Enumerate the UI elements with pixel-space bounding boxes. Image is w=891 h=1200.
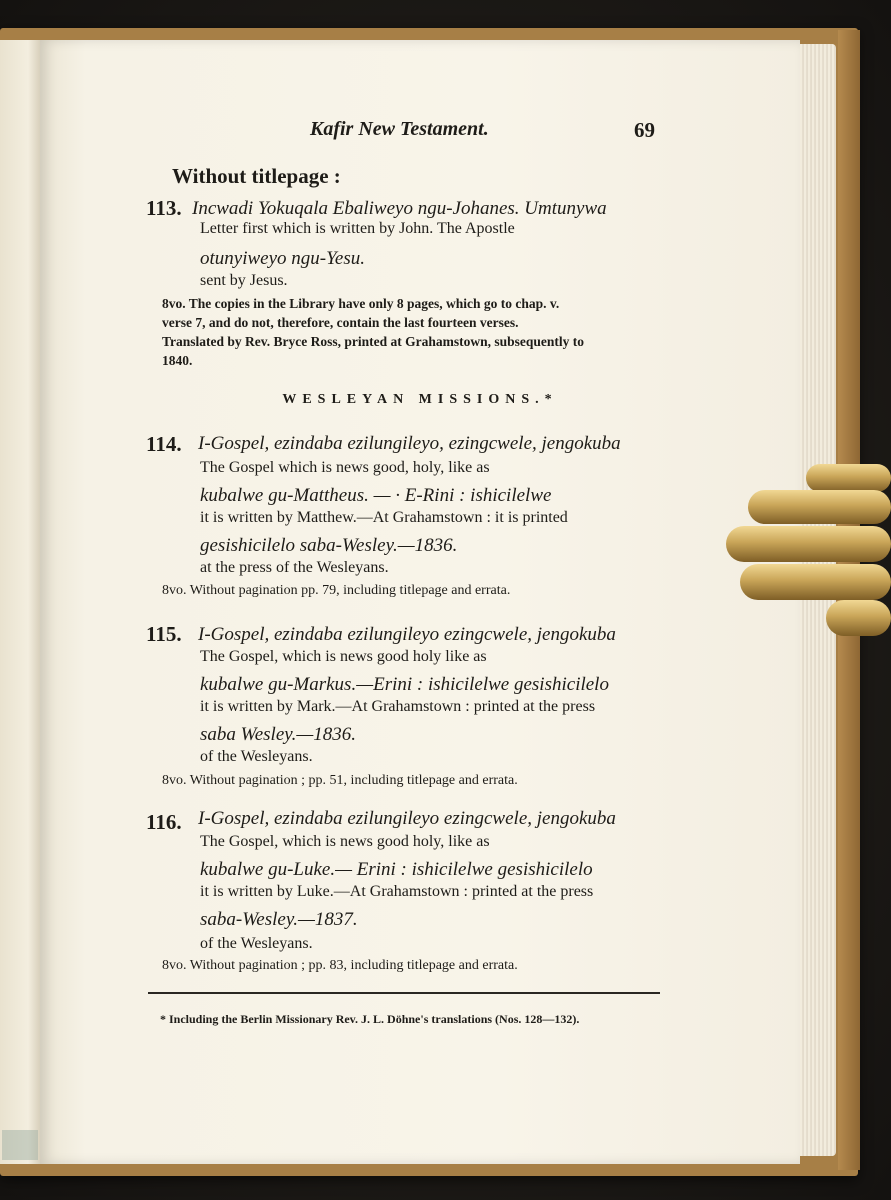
brass-hand-page-holder: [722, 462, 891, 640]
kafir-line: kubalwe gu-Luke.— Erini : ishicilelwe gesishicilelo: [200, 859, 593, 880]
kafir-line: otunyiweyo ngu-Yesu.: [200, 248, 366, 269]
entry-number-116: 116.: [146, 810, 182, 834]
kafir-line: Incwadi Yokuqala Ebaliweyo ngu-Johanes. Umtunywa: [192, 198, 607, 219]
finger-ring: [740, 564, 891, 600]
english-line: The Gospel, which is news good holy, like as: [200, 833, 490, 850]
kafir-line: gesishicilelo saba-Wesley.—1836.: [200, 535, 458, 556]
left-page-stain: [2, 1130, 38, 1160]
entry-number-115: 115.: [146, 622, 182, 646]
english-line: it is written by Matthew.—At Grahamstown : it is printed: [200, 509, 568, 526]
english-line: it is written by Luke.—At Grahamstown : printed at the press: [200, 883, 594, 900]
footnote-rule: [148, 992, 660, 994]
finger-middle: [726, 526, 891, 562]
english-line: it is written by Mark.—At Grahamstown : printed at the press: [200, 698, 596, 715]
note-line: verse 7, and do not, therefore, contain the last fourteen verses.: [162, 315, 519, 330]
thumb: [826, 600, 891, 636]
note-line: 8vo. Without pagination ; pp. 83, including titlepage and errata.: [162, 958, 518, 973]
english-line: The Gospel, which is news good holy like as: [200, 648, 487, 665]
finger-index: [748, 490, 891, 524]
kafir-line: I-Gospel, ezindaba ezilungileyo ezingcwele, jengokuba: [198, 808, 616, 829]
english-line: of the Wesleyans.: [200, 748, 313, 765]
mission-heading: WESLEYAN MISSIONS.*: [282, 392, 558, 407]
kafir-line: kubalwe gu-Mattheus. — · E-Rini : ishicilelwe: [200, 485, 552, 506]
kafir-line: kubalwe gu-Markus.—Erini : ishicilelwe gesishicilelo: [200, 674, 609, 695]
english-line: sent by Jesus.: [200, 272, 288, 289]
english-line: The Gospel which is news good, holy, like as: [200, 459, 490, 476]
book-page: [40, 40, 800, 1164]
english-line: Letter first which is written by John. The Apostle: [200, 220, 515, 237]
entry-number-113: 113.: [146, 196, 182, 220]
note-line: 8vo. Without pagination pp. 79, including titlepage and errata.: [162, 583, 511, 598]
entry-number-114: 114.: [146, 432, 182, 456]
english-line: at the press of the Wesleyans.: [200, 559, 389, 576]
running-title: Kafir New Testament.: [310, 118, 489, 140]
kafir-line: I-Gospel, ezindaba ezilungileyo ezingcwele, jengokuba: [198, 624, 616, 645]
note-line: Translated by Rev. Bryce Ross, printed at Grahamstown, subsequently to: [162, 334, 585, 349]
note-line: 1840.: [162, 353, 193, 368]
english-line: of the Wesleyans.: [200, 935, 313, 952]
note-line: 8vo. Without pagination ; pp. 51, including titlepage and errata.: [162, 773, 518, 788]
page-number: 69: [634, 118, 655, 142]
left-page: [0, 40, 40, 1164]
footnote: * Including the Berlin Missionary Rev. J. L. Döhne's translations (Nos. 128—132).: [160, 1012, 580, 1026]
finger-top: [806, 464, 891, 492]
section-heading: Without titlepage :: [172, 164, 341, 188]
kafir-line: saba Wesley.—1836.: [200, 724, 357, 745]
kafir-line: I-Gospel, ezindaba ezilungileyo, ezingcwele, jengokuba: [198, 433, 621, 454]
note-line: 8vo. The copies in the Library have only 8 pages, which go to chap. v.: [162, 296, 560, 311]
kafir-line: saba-Wesley.—1837.: [200, 909, 358, 930]
